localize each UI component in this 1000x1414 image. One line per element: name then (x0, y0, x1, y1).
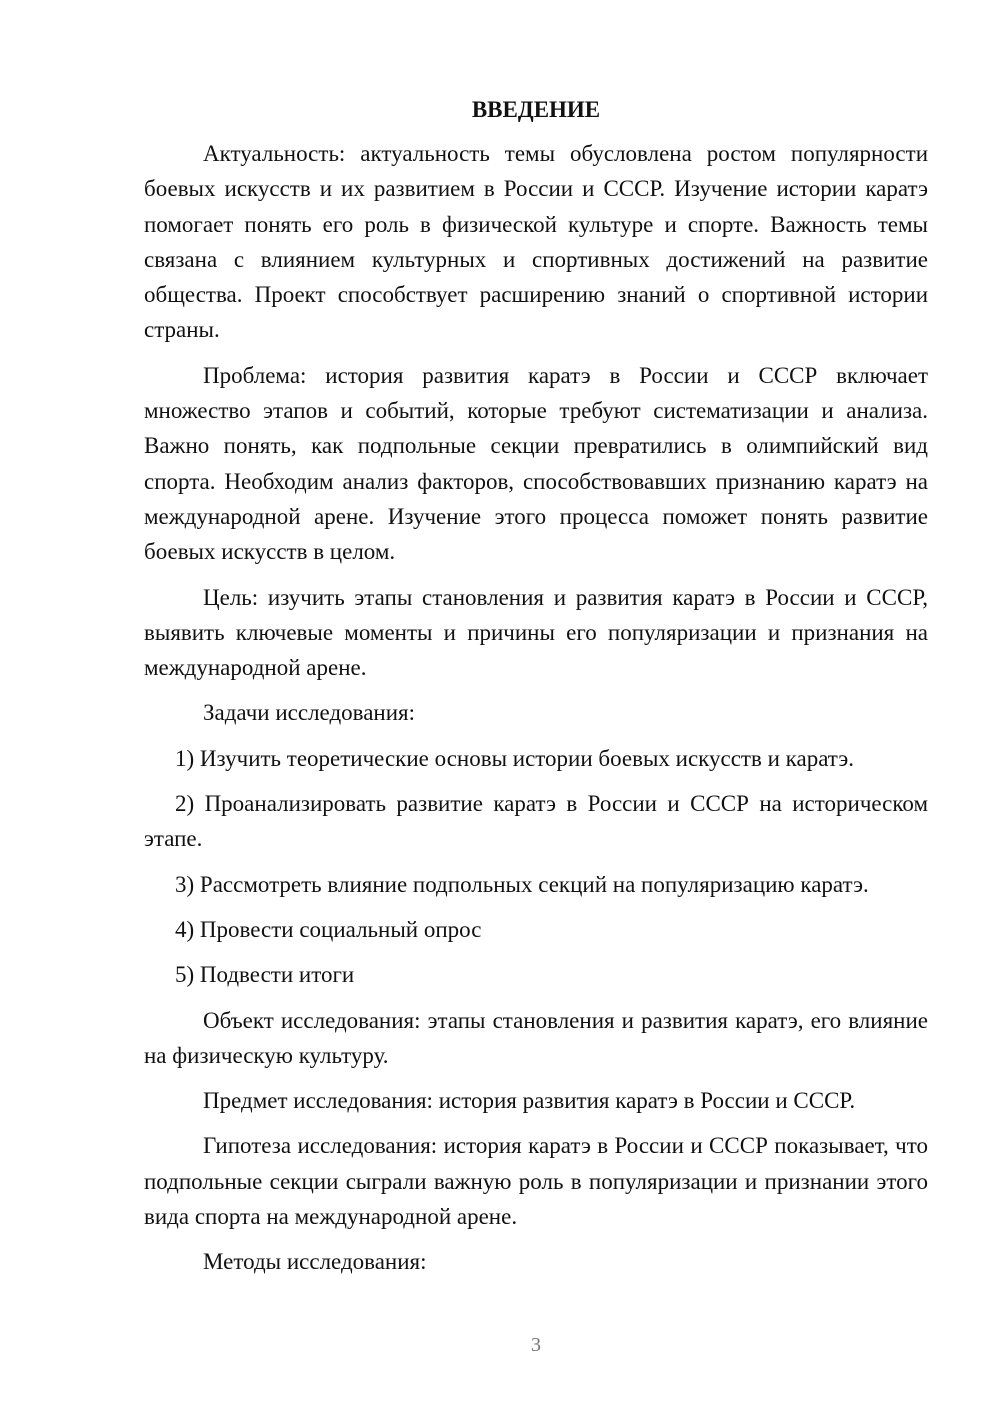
list-item: 2) Проанализировать развитие каратэ в России и СССР на историческом этапе. (144, 791, 928, 852)
paragraph-goal: Цель: изучить этапы становления и развития каратэ в России и СССР, выявить ключевые моменты и причины его популяризации и признания на международной арене. (144, 584, 928, 681)
list-item: 5) Подвести итоги (175, 962, 355, 988)
paragraph-methods: Методы исследования: (203, 1249, 427, 1275)
page-content (144, 92, 928, 1290)
page-title: ВВЕДЕНИЕ (471, 97, 601, 122)
page-number: 3 (531, 1334, 541, 1356)
list-item: 1) Изучить теоретические основы истории боевых искусств и каратэ. (175, 745, 855, 771)
tasks-heading: Задачи исследования: (203, 700, 416, 726)
paragraph-problem: Проблема: история развития каратэ в России и СССР включает множество этапов и событий, которые требуют систематизации и анализа. Важно понять, как подпольные секции превратились в олимпийский вид спорта. Необходим анализ факторов, способствовавших признанию каратэ на международной арене. Изучение этого процесса поможет понять развитие боевых искусств в целом. (144, 362, 928, 565)
list-item: 3) Рассмотреть влияние подпольных секций на популяризацию каратэ. (175, 871, 869, 897)
paragraph-hypothesis: Гипотеза исследования: история каратэ в России и СССР показывает, что подпольные секции сыграли важную роль в популяризации и признании этого вида спорта на международной арене. (144, 1133, 928, 1230)
list-item: 4) Провести социальный опрос (175, 916, 482, 942)
paragraph-relevance: Актуальность: актуальность темы обусловлена ростом популярности боевых искусств и их развитием в России и СССР. Изучение истории каратэ помогает понять его роль в физической культуре и спорте. Важность темы связана с влиянием культурных и спортивных достижений на развитие общества. Проект способствует расширению знаний о спортивной истории страны. (144, 141, 928, 343)
paragraph-object: Объект исследования: этапы становления и развития каратэ, его влияние на физическую культуру. (144, 1007, 928, 1068)
paragraph-subject: Предмет исследования: история развития каратэ в России и СССР. (203, 1088, 856, 1114)
